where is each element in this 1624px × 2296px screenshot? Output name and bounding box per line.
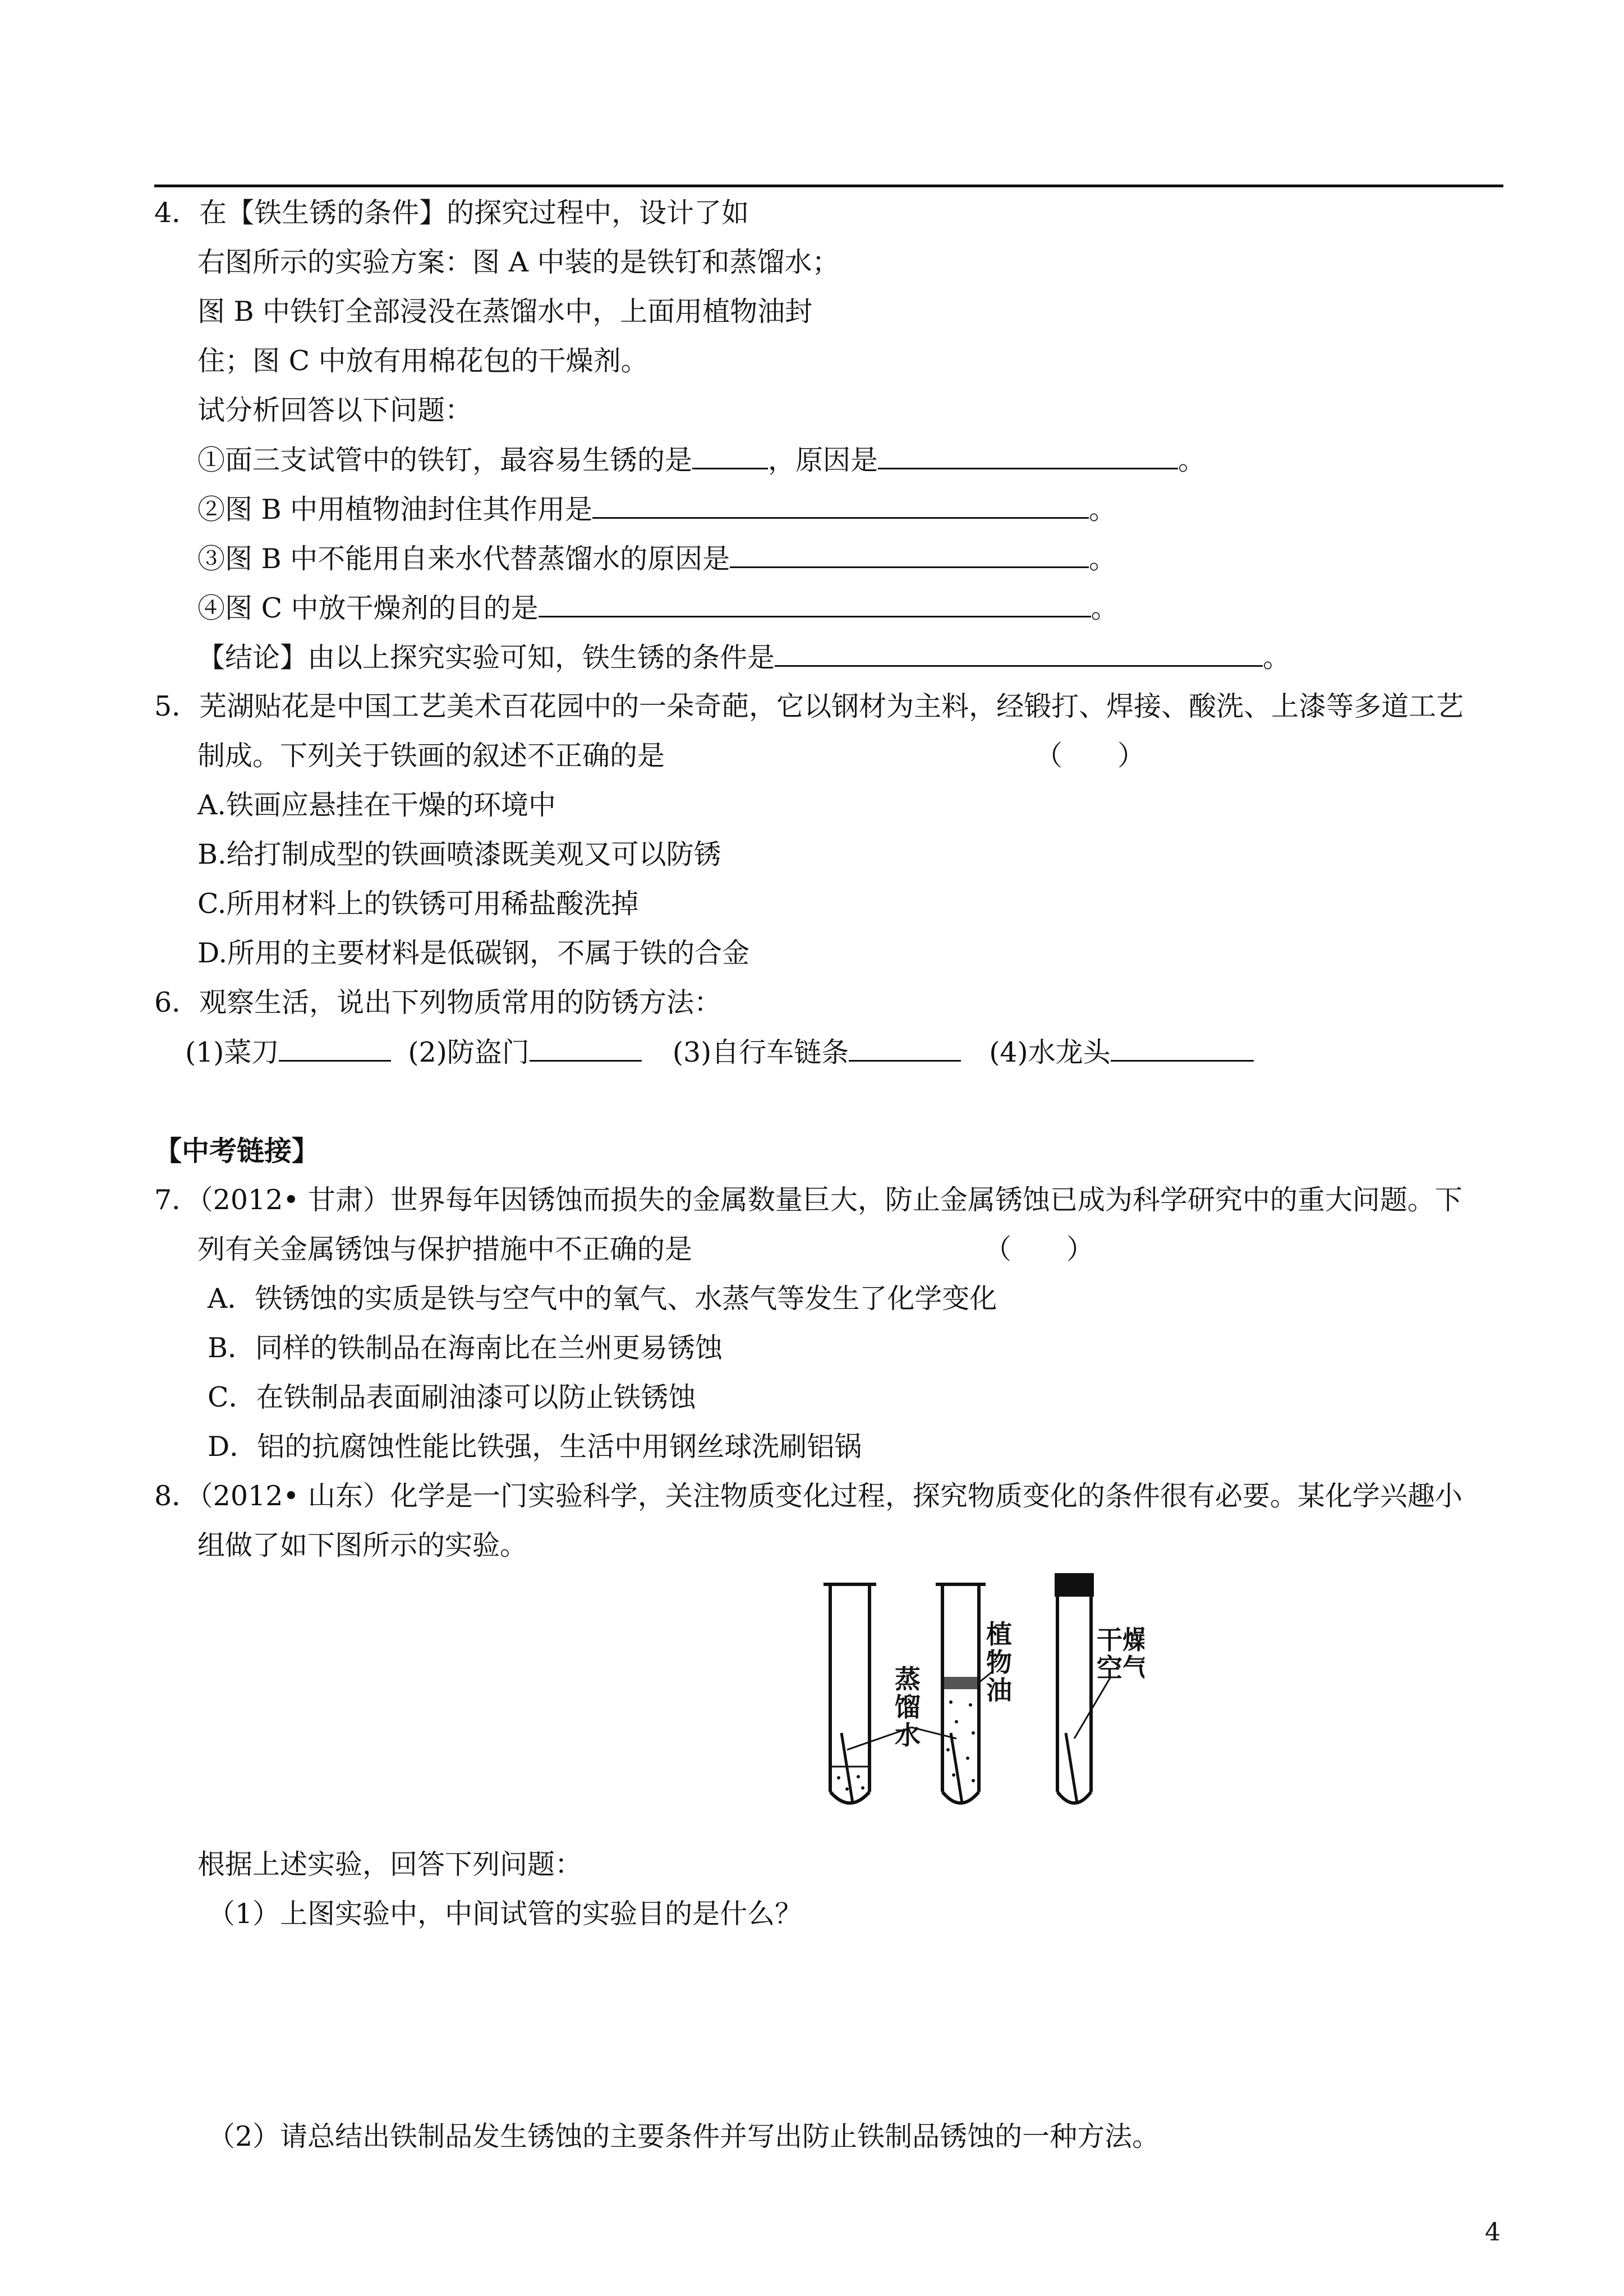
label-air-2: 空气 (1097, 1653, 1144, 1683)
q4-conclusion (197, 640, 1290, 675)
q5-option-d: D.所用的主要材料是低碳钢，不属于铁的合金 (197, 937, 750, 969)
q4-conclusion-text: 【结论】由以上探究实验可知，铁生锈的条件是 (197, 642, 775, 674)
q7-option-c: C．在铁制品表面刷油漆可以防止铁锈蚀 (208, 1381, 696, 1413)
label-oil-3: 油 (986, 1675, 1012, 1705)
tube-oil (936, 1584, 986, 1803)
q6-item-1: (1)菜刀 (185, 1036, 279, 1068)
q7-option-b: B．同样的铁制品在海南比在兰州更易锈蚀 (208, 1332, 723, 1364)
answer-paren[interactable]: （ ） (1035, 740, 1145, 772)
q5-option-b: B.给打制成型的铁画喷漆既美观又可以防锈 (197, 838, 721, 870)
period: 。 (1178, 444, 1206, 476)
tube-dry-air (1057, 1596, 1091, 1803)
q5-stem: 制成。下列关于铁画的叙述不正确的是 (197, 740, 665, 772)
q4-sub-3 (197, 542, 1116, 576)
answer-blank[interactable] (878, 443, 1178, 469)
q4-sub-4-text: ④图 C 中放干燥剂的目的是 (197, 592, 539, 624)
answer-blank[interactable] (730, 542, 1089, 568)
section-heading: 【中考链接】 (154, 1135, 320, 1167)
q5-option-c: C.所用材料上的铁锈可用稀盐酸洗掉 (197, 888, 639, 920)
q4-line-4: 住；图 C 中放有用棉花包的干燥剂。 (197, 345, 648, 377)
q8-line-2: 组做了如下图所示的实验。 (197, 1529, 528, 1561)
label-water-3: 水 (895, 1720, 921, 1750)
q4-line-5: 试分析回答以下问题： (197, 394, 473, 426)
q4-line-1: 4．在【铁生锈的条件】的探究过程中，设计了如 (154, 197, 749, 229)
answer-paren[interactable]: （ ） (984, 1233, 1094, 1265)
answer-blank[interactable] (530, 1035, 642, 1062)
q7-line-1: 7．（2012• 甘肃）世界每年因锈蚀而损失的金属数量巨大，防止金属锈蚀已成为科学研究中的重大问题。下 (154, 1184, 1462, 1216)
label-water-1: 蒸 (895, 1664, 921, 1694)
q7-option-d: D．铝的抗腐蚀性能比铁强，生活中用钢丝球洗刷铝锅 (208, 1431, 862, 1463)
q5-option-a: A.铁画应悬挂在干燥的环境中 (197, 789, 556, 821)
q6-item-4: (4)水龙头 (989, 1036, 1111, 1068)
q8-line-1: 8．（2012• 山东）化学是一门实验科学，关注物质变化过程，探究物质变化的条件很有必要。某化学兴趣小 (154, 1480, 1462, 1512)
test-tube-diagram (808, 1565, 1144, 1817)
stopper (1055, 1573, 1094, 1597)
q6-item-2: (2)防盗门 (408, 1036, 530, 1068)
q4-sub-2-text: ②图 B 中用植物油封住其作用是 (197, 494, 593, 525)
period: 。 (1089, 494, 1117, 525)
q4-line-3: 图 B 中铁钉全部浸没在蒸馏水中，上面用植物油封 (197, 296, 813, 328)
q8-part-2: （2）请总结出铁制品发生锈蚀的主要条件并写出防止铁制品锈蚀的一种方法。 (208, 2120, 1160, 2152)
q8-part-1: （1）上图实验中，中间试管的实验目的是什么？ (208, 1898, 803, 1930)
label-water-2: 馏 (895, 1692, 921, 1722)
q7-line-2 (197, 1233, 1094, 1266)
q4-sub-1-text-b: ，原因是 (768, 444, 878, 476)
q6-item-3: (3)自行车链条 (672, 1036, 849, 1068)
label-oil-2: 物 (986, 1647, 1012, 1677)
header-rule (154, 185, 1503, 187)
q7-stem: 列有关金属锈蚀与保护措施中不正确的是 (197, 1233, 693, 1265)
q5-line-2 (197, 739, 1145, 773)
period: 。 (1263, 642, 1291, 674)
water-dots-2 (946, 1700, 975, 1782)
answer-blank[interactable] (279, 1035, 391, 1062)
answer-blank[interactable] (1111, 1035, 1254, 1062)
answer-blank[interactable] (849, 1035, 961, 1062)
q5-line-1: 5．芜湖贴花是中国工艺美术百花园中的一朵奇葩，它以钢材为主料，经锻打、焊接、酸洗、上漆等多道工艺 (154, 690, 1464, 722)
q4-sub-1-text: ①面三支试管中的铁钉，最容易生锈的是 (197, 444, 693, 476)
q4-sub-1 (197, 443, 1206, 477)
answer-blank[interactable] (692, 443, 768, 469)
test-tube-figure (808, 1565, 1144, 1817)
q4-sub-4 (197, 591, 1119, 625)
tube-water (823, 1584, 876, 1803)
answer-blank[interactable] (539, 591, 1091, 617)
oil-layer (944, 1677, 977, 1689)
q7-option-a: A．铁锈蚀的实质是铁与空气中的氧气、水蒸气等发生了化学变化 (208, 1283, 997, 1315)
answer-blank[interactable] (592, 492, 1089, 519)
label-air-1: 干燥 (1097, 1625, 1144, 1655)
q6-items (185, 1035, 1254, 1069)
q6-line-1: 6．观察生活，说出下列物质常用的防锈方法： (154, 986, 722, 1018)
answer-blank[interactable] (775, 640, 1263, 667)
q4-sub-3-text: ③图 B 中不能用自来水代替蒸馏水的原因是 (197, 543, 730, 575)
q4-sub-2 (197, 492, 1116, 527)
q4-line-2: 右图所示的实验方案：图 A 中装的是铁钉和蒸馏水； (197, 246, 840, 278)
period: 。 (1089, 543, 1117, 575)
page-number: 4 (1485, 2218, 1501, 2247)
q8-line-3: 根据上述实验，回答下列问题： (197, 1848, 583, 1880)
period: 。 (1091, 592, 1119, 624)
label-oil-1: 植 (986, 1619, 1012, 1649)
